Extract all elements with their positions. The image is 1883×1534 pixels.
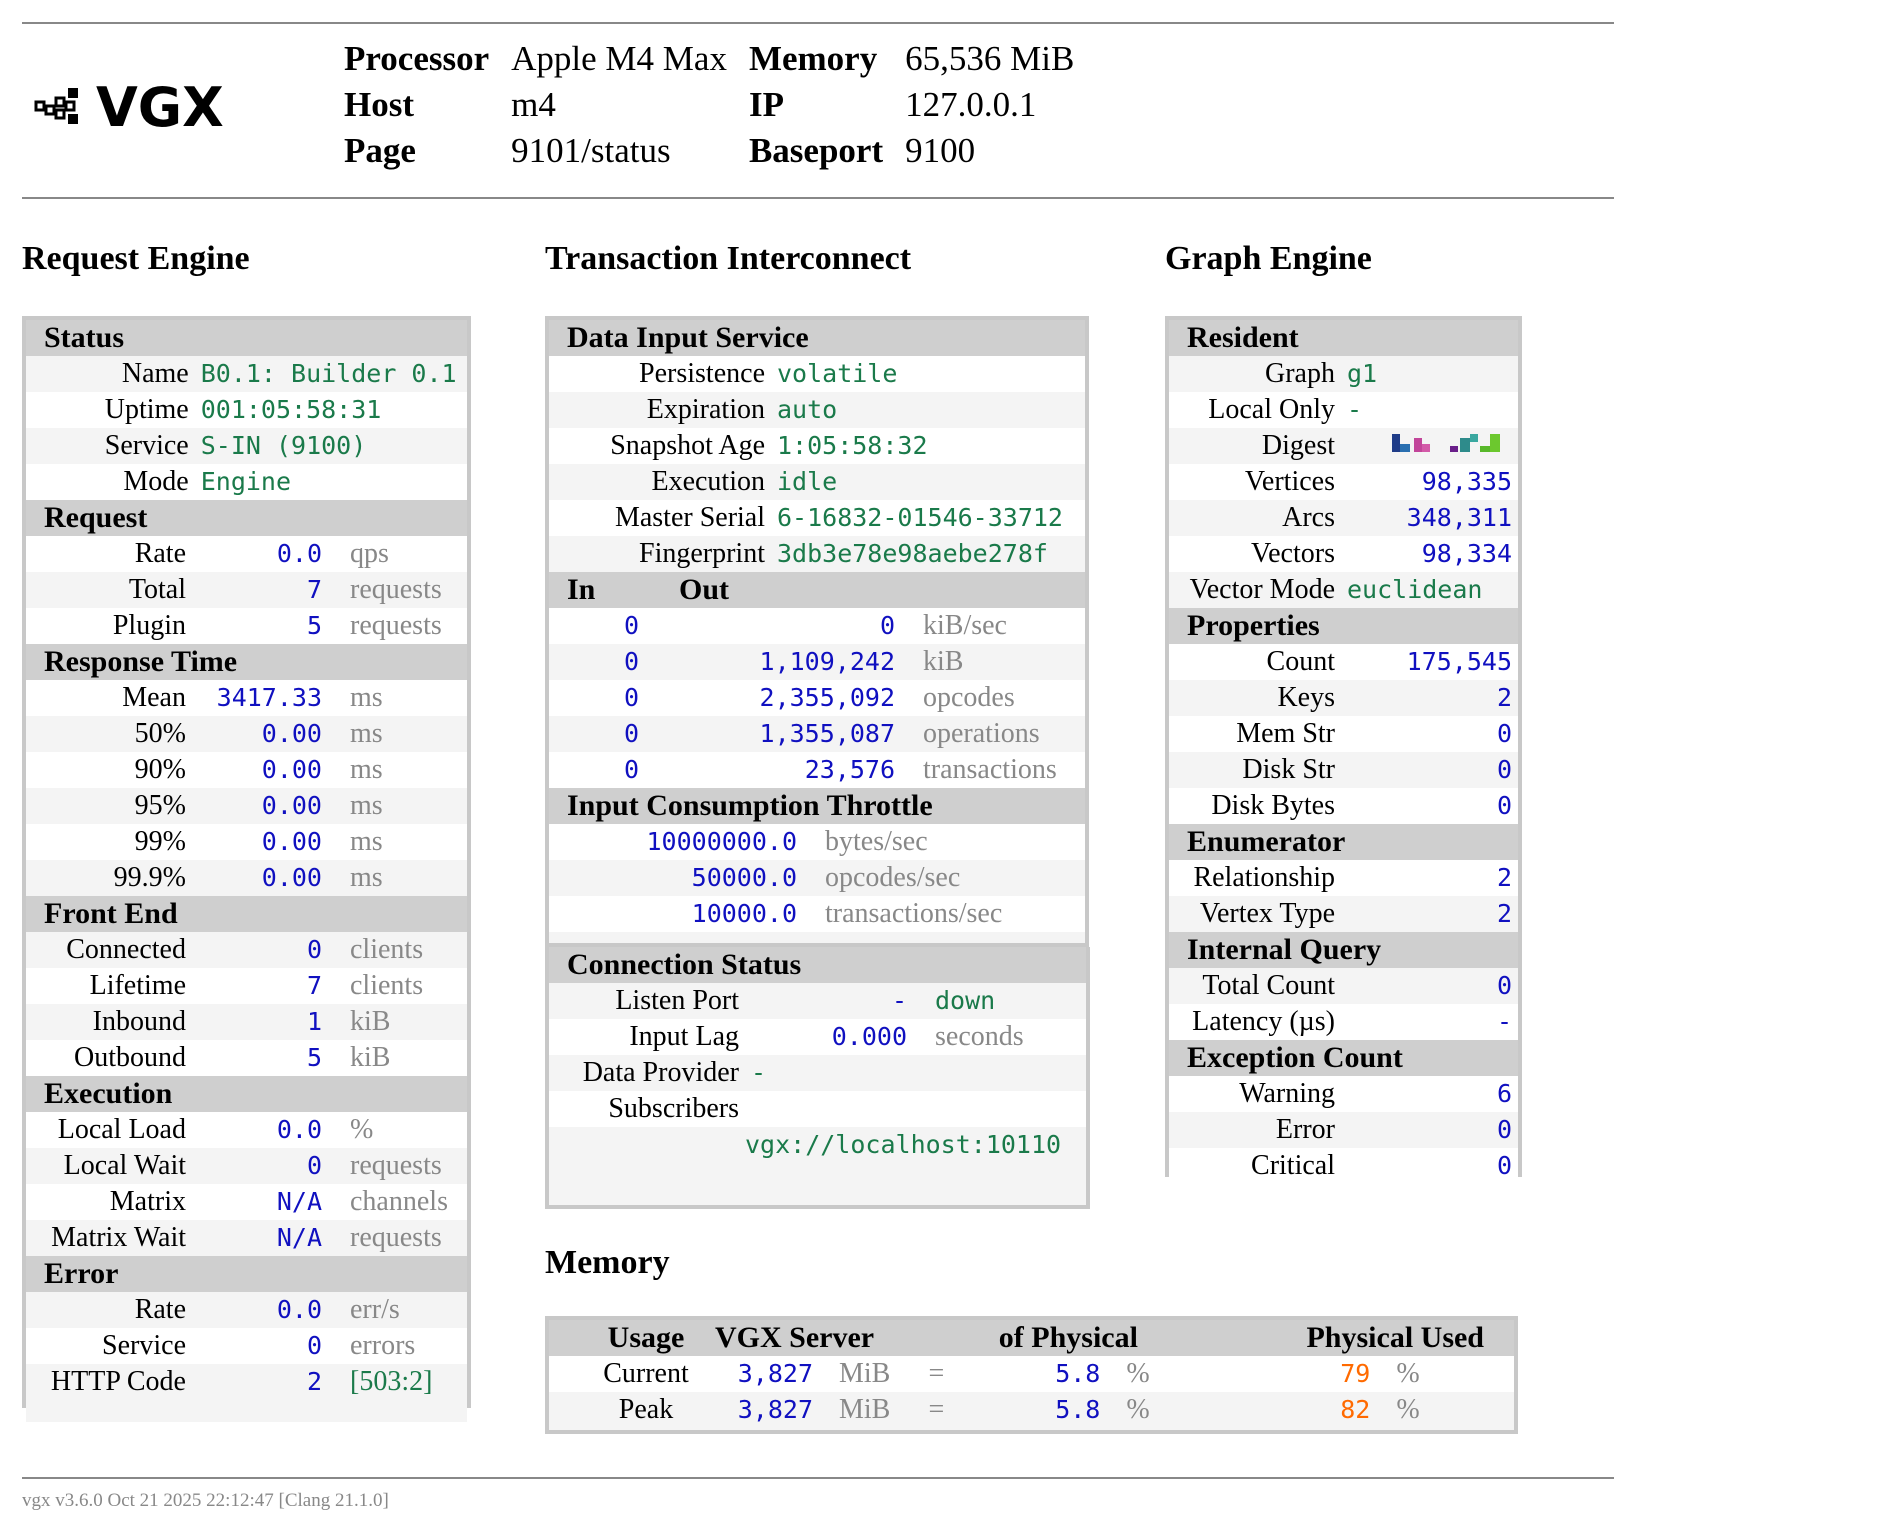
properties-disk-bytes-label: Disk Bytes: [1169, 788, 1341, 824]
digest-label: Digest: [1169, 428, 1341, 464]
execution-matrix-wait-label: Matrix Wait: [26, 1220, 192, 1256]
iq-row: [1169, 968, 1518, 1004]
enumerator-row: [1169, 860, 1518, 896]
digest-icon: [1392, 430, 1512, 454]
properties-count-value: 175,545: [1341, 644, 1518, 680]
properties-disk-str-label: Disk Str: [1169, 752, 1341, 788]
enumerator-relationship-value: 2: [1341, 860, 1518, 896]
request-group-header: Request: [26, 500, 467, 536]
frontend-inbound-value: 1: [192, 1004, 328, 1040]
digest-block: [1490, 434, 1500, 452]
frontend-inbound-unit: kiB: [328, 1004, 467, 1040]
execution-matrix-wait-unit: requests: [328, 1220, 467, 1256]
in-operations-value: 0: [549, 716, 679, 752]
graph-engine-panel: [1165, 316, 1522, 1181]
response-group-header-row: [26, 644, 467, 680]
service-label: Service: [26, 428, 195, 464]
io-row: [549, 644, 1085, 680]
peak-server-value: 3,827: [709, 1392, 819, 1428]
digest-block: [1480, 446, 1490, 452]
response-99-9-unit: ms: [328, 860, 467, 896]
ip-label: IP: [748, 85, 784, 124]
graph-name: g1: [1341, 356, 1518, 392]
current-server-unit: MiB: [819, 1356, 896, 1392]
vgx-server-header: VGX Server: [709, 1320, 896, 1356]
error-row: [26, 1292, 467, 1328]
throttle-header: Input Consumption Throttle: [549, 788, 1085, 824]
frontend-connected-value: 0: [192, 932, 328, 968]
dis-row: [549, 536, 1085, 572]
vgx-logo: [34, 82, 284, 137]
io-row: [549, 608, 1085, 644]
uptime-label: Uptime: [26, 392, 195, 428]
properties-group-header-row: [1169, 608, 1518, 644]
properties-mem-str-label: Mem Str: [1169, 716, 1341, 752]
fingerprint-label: Fingerprint: [549, 536, 771, 572]
current-label: Current: [549, 1356, 709, 1392]
header-rule: [22, 197, 1614, 199]
response-row: [26, 716, 467, 752]
brand-text: VGX: [96, 82, 224, 132]
digest-block: [1460, 438, 1470, 452]
fingerprint-value: 3db3e78e98aebe278f: [771, 536, 1085, 572]
properties-group-header: Properties: [1169, 608, 1518, 644]
exc-critical-label: Critical: [1169, 1148, 1341, 1184]
baseport-value: 9100: [905, 131, 976, 170]
dis-row: [549, 428, 1085, 464]
out-opcodes-value: 2,355,092: [679, 680, 901, 716]
digest-block: [1470, 434, 1478, 442]
enumerator-group-header-row: [1169, 824, 1518, 860]
out-kib-value: 1,109,242: [679, 644, 901, 680]
io-table: [549, 572, 1085, 788]
host-label: Host: [344, 85, 414, 124]
io-row: [549, 716, 1085, 752]
uptime-value: 001:05:58:31: [195, 392, 467, 428]
footer-rule: [22, 1477, 1614, 1479]
error-http-code-label: HTTP Code: [26, 1364, 192, 1400]
response-50-label: 50%: [26, 716, 192, 752]
resident-header: Resident: [1169, 320, 1518, 356]
ip-value: 127.0.0.1: [905, 85, 1037, 124]
exc-warning-label: Warning: [1169, 1076, 1341, 1112]
graph-label: Graph: [1169, 356, 1341, 392]
out-transactions-value: 23,576: [679, 752, 901, 788]
peak-used-value: 82: [1166, 1392, 1376, 1428]
exc-critical-value: 0: [1341, 1148, 1518, 1184]
current-server-value: 3,827: [709, 1356, 819, 1392]
input-lag-label: Input Lag: [549, 1019, 745, 1055]
request-rate-label: Rate: [26, 536, 192, 572]
throttle-row: [549, 896, 1085, 932]
request-row: [26, 608, 467, 644]
response-95-label: 95%: [26, 788, 192, 824]
memory-value: 65,536 MiB: [905, 39, 1075, 78]
frontend-group-header: Front End: [26, 896, 467, 932]
exc-group-header-row: [1169, 1040, 1518, 1076]
current-physical-value: 5.8: [976, 1356, 1106, 1392]
execution-local-load-unit: %: [328, 1112, 467, 1148]
response-row: [26, 788, 467, 824]
in-opcodes-value: 0: [549, 680, 679, 716]
vector-mode-label: Vector Mode: [1169, 572, 1341, 608]
vectors-label: Vectors: [1169, 536, 1341, 572]
spacer-cell: [26, 1400, 467, 1422]
listen-port-status: down: [913, 983, 1086, 1019]
data-input-panel: [545, 316, 1089, 947]
frontend-lifetime-label: Lifetime: [26, 968, 192, 1004]
in-transactions-value: 0: [549, 752, 679, 788]
enumerator-vertex-type-value: 2: [1341, 896, 1518, 932]
connection-status-panel: [545, 947, 1090, 1209]
iq-row: [1169, 1004, 1518, 1040]
error-row: [26, 1328, 467, 1364]
io-kib-sec-unit: kiB/sec: [901, 608, 1085, 644]
error-row: [26, 1364, 467, 1400]
exc-group-header: Exception Count: [1169, 1040, 1518, 1076]
local-only-label: Local Only: [1169, 392, 1341, 428]
local-only-value: -: [1341, 392, 1518, 428]
response-row: [26, 860, 467, 896]
graph-engine-title: Graph Engine: [1165, 240, 1372, 277]
graph-engine-metrics: [1169, 608, 1518, 1184]
host-value: m4: [511, 85, 556, 124]
current-used-pct: %: [1376, 1356, 1514, 1392]
subscribers-label: Subscribers: [549, 1091, 745, 1127]
execution-local-load-label: Local Load: [26, 1112, 192, 1148]
processor-label: Processor: [344, 39, 490, 78]
error-rate-value: 0.0: [192, 1292, 328, 1328]
usage-header: Usage: [549, 1320, 709, 1356]
response-50-value: 0.00: [192, 716, 328, 752]
dis-row: [549, 356, 1085, 392]
io-kib-unit: kiB: [901, 644, 1085, 680]
version-footer: vgx v3.6.0 Oct 21 2025 22:12:47 [Clang 21.1.0]: [22, 1490, 389, 1511]
vectors-value: 98,334: [1341, 536, 1518, 572]
execution-value: idle: [771, 464, 1085, 500]
properties-keys-label: Keys: [1169, 680, 1341, 716]
exc-row: [1169, 1148, 1518, 1184]
memory-row: [549, 1392, 1514, 1428]
response-mean-value: 3417.33: [192, 680, 328, 716]
execution-matrix-unit: channels: [328, 1184, 467, 1220]
execution-label: Execution: [549, 464, 771, 500]
frontend-outbound-value: 5: [192, 1040, 328, 1076]
request-rate-value: 0.0: [192, 536, 328, 572]
current-used-value: 79: [1166, 1356, 1376, 1392]
error-service-unit: errors: [328, 1328, 467, 1364]
frontend-row: [26, 968, 467, 1004]
digest-graphic: [1341, 428, 1518, 464]
io-transactions-unit: transactions: [901, 752, 1085, 788]
dis-row: [549, 464, 1085, 500]
data-provider-label: Data Provider: [549, 1055, 745, 1091]
request-plugin-unit: requests: [328, 608, 467, 644]
peak-used-pct: %: [1376, 1392, 1514, 1428]
frontend-lifetime-unit: clients: [328, 968, 467, 1004]
frontend-lifetime-value: 7: [192, 968, 328, 1004]
iq-group-header: Internal Query: [1169, 932, 1518, 968]
io-opcodes-unit: opcodes: [901, 680, 1085, 716]
properties-disk-str-value: 0: [1341, 752, 1518, 788]
execution-local-load-value: 0.0: [192, 1112, 328, 1148]
exc-error-value: 0: [1341, 1112, 1518, 1148]
top-rule: [22, 22, 1614, 24]
response-group-header: Response Time: [26, 644, 467, 680]
digest-block: [1392, 434, 1400, 452]
execution-local-wait-unit: requests: [328, 1148, 467, 1184]
listen-port-label: Listen Port: [549, 983, 745, 1019]
execution-row: [26, 1148, 467, 1184]
request-plugin-label: Plugin: [26, 608, 192, 644]
input-lag-value: 0.000: [745, 1019, 913, 1055]
frontend-outbound-label: Outbound: [26, 1040, 192, 1076]
persistence-value: volatile: [771, 356, 1085, 392]
properties-row: [1169, 680, 1518, 716]
in-kib-sec-value: 0: [549, 608, 679, 644]
enumerator-group-header: Enumerator: [1169, 824, 1518, 860]
execution-row: [26, 1184, 467, 1220]
service-value: S-IN (9100): [195, 428, 467, 464]
enumerator-row: [1169, 896, 1518, 932]
memory-label: Memory: [748, 39, 878, 78]
throttle-transactions-sec-value: 10000.0: [549, 896, 803, 932]
response-99-label: 99%: [26, 824, 192, 860]
error-service-value: 0: [192, 1328, 328, 1364]
persistence-label: Persistence: [549, 356, 771, 392]
throttle-bytes-sec-unit: bytes/sec: [803, 824, 1085, 860]
enumerator-vertex-type-label: Vertex Type: [1169, 896, 1341, 932]
response-95-value: 0.00: [192, 788, 328, 824]
expiration-value: auto: [771, 392, 1085, 428]
digest-block: [1400, 444, 1410, 452]
subscriber-url[interactable]: vgx://localhost:10110: [745, 1127, 1086, 1163]
throttle-row: [549, 860, 1085, 896]
frontend-inbound-label: Inbound: [26, 1004, 192, 1040]
response-mean-label: Mean: [26, 680, 192, 716]
iq-total-count-label: Total Count: [1169, 968, 1341, 1004]
response-99-unit: ms: [328, 824, 467, 860]
properties-row: [1169, 788, 1518, 824]
execution-matrix-wait-value: N/A: [192, 1220, 328, 1256]
properties-mem-str-value: 0: [1341, 716, 1518, 752]
memory-table: [549, 1320, 1514, 1428]
error-http-code-unit: [503:2]: [328, 1364, 467, 1400]
status-header: Status: [26, 320, 467, 356]
out-header: Out: [679, 572, 901, 608]
input-lag-unit: seconds: [913, 1019, 1086, 1055]
exc-error-label: Error: [1169, 1112, 1341, 1148]
error-rate-label: Rate: [26, 1292, 192, 1328]
iq-group-header-row: [1169, 932, 1518, 968]
page-label: Page: [344, 131, 416, 170]
peak-label: Peak: [549, 1392, 709, 1428]
vgx-logo-icon: [34, 82, 284, 132]
in-header: In: [549, 572, 679, 608]
mode-value: Engine: [195, 464, 467, 500]
listen-port-value: -: [745, 983, 913, 1019]
request-total-unit: requests: [328, 572, 467, 608]
throttle-row: [549, 824, 1085, 860]
memory-title: Memory: [545, 1244, 670, 1281]
execution-group-header: Execution: [26, 1076, 467, 1112]
of-physical-header: of Physical: [896, 1320, 1166, 1356]
throttle-bytes-sec-value: 10000000.0: [549, 824, 803, 860]
response-90-unit: ms: [328, 752, 467, 788]
response-90-value: 0.00: [192, 752, 328, 788]
request-row: [26, 536, 467, 572]
throttle-opcodes-sec-value: 50000.0: [549, 860, 803, 896]
properties-row: [1169, 644, 1518, 680]
io-row: [549, 680, 1085, 716]
io-row: [549, 752, 1085, 788]
iq-latency-s-label: Latency (µs): [1169, 1004, 1341, 1040]
properties-disk-bytes-value: 0: [1341, 788, 1518, 824]
vertices-label: Vertices: [1169, 464, 1341, 500]
throttle-opcodes-sec-unit: opcodes/sec: [803, 860, 1085, 896]
exc-row: [1169, 1076, 1518, 1112]
execution-row: [26, 1112, 467, 1148]
error-group-header: Error: [26, 1256, 467, 1292]
response-90-label: 90%: [26, 752, 192, 788]
response-row: [26, 824, 467, 860]
frontend-row: [26, 1004, 467, 1040]
execution-row: [26, 1220, 467, 1256]
request-plugin-value: 5: [192, 608, 328, 644]
snapshot-age-label: Snapshot Age: [549, 428, 771, 464]
response-99-9-label: 99.9%: [26, 860, 192, 896]
response-row: [26, 680, 467, 716]
throttle-table: [549, 788, 1085, 932]
frontend-outbound-unit: kiB: [328, 1040, 467, 1076]
request-engine-title: Request Engine: [22, 240, 250, 277]
iq-latency-s-value: -: [1341, 1004, 1518, 1040]
processor-value: Apple M4 Max: [511, 39, 727, 78]
snapshot-age-value: 1:05:58:32: [771, 428, 1085, 464]
peak-physical-pct: %: [1106, 1392, 1166, 1428]
digest-block: [1422, 444, 1430, 452]
in-kib-value: 0: [549, 644, 679, 680]
error-service-label: Service: [26, 1328, 192, 1364]
system-info: [344, 36, 1096, 174]
master-serial-label: Master Serial: [549, 500, 771, 536]
exc-warning-value: 6: [1341, 1076, 1518, 1112]
properties-row: [1169, 716, 1518, 752]
exc-row: [1169, 1112, 1518, 1148]
memory-row: [549, 1356, 1514, 1392]
error-rate-unit: err/s: [328, 1292, 467, 1328]
response-99-value: 0.00: [192, 824, 328, 860]
response-row: [26, 752, 467, 788]
master-serial-value: 6-16832-01546-33712: [771, 500, 1085, 536]
dis-row: [549, 500, 1085, 536]
response-95-unit: ms: [328, 788, 467, 824]
throttle-transactions-sec-unit: transactions/sec: [803, 896, 1085, 932]
execution-local-wait-value: 0: [192, 1148, 328, 1184]
digest-block: [1450, 446, 1458, 452]
response-99-9-value: 0.00: [192, 860, 328, 896]
out-operations-value: 1,355,087: [679, 716, 901, 752]
properties-keys-value: 2: [1341, 680, 1518, 716]
response-50-unit: ms: [328, 716, 467, 752]
dis-row: [549, 392, 1085, 428]
data-input-service-table: [549, 320, 1085, 572]
enumerator-relationship-label: Relationship: [1169, 860, 1341, 896]
request-total-value: 7: [192, 572, 328, 608]
frontend-row: [26, 1040, 467, 1076]
error-group-header-row: [26, 1256, 467, 1292]
memory-panel: [545, 1316, 1518, 1434]
peak-physical-value: 5.8: [976, 1392, 1106, 1428]
arcs-label: Arcs: [1169, 500, 1341, 536]
vertices-value: 98,335: [1341, 464, 1518, 500]
out-kib-sec-value: 0: [679, 608, 901, 644]
error-http-code-value: 2: [192, 1364, 328, 1400]
mode-label: Mode: [26, 464, 195, 500]
frontend-row: [26, 932, 467, 968]
current-physical-pct: %: [1106, 1356, 1166, 1392]
page-value: 9101/status: [511, 131, 671, 170]
baseport-label: Baseport: [748, 131, 884, 170]
data-input-service-header: Data Input Service: [549, 320, 1085, 356]
frontend-group-header-row: [26, 896, 467, 932]
response-mean-unit: ms: [328, 680, 467, 716]
request-group-header-row: [26, 500, 467, 536]
name-label: Name: [26, 356, 195, 392]
request-engine-metrics: [26, 500, 467, 1422]
execution-local-wait-label: Local Wait: [26, 1148, 192, 1184]
transaction-interconnect-title: Transaction Interconnect: [545, 240, 912, 277]
connection-status-header: Connection Status: [549, 947, 1086, 983]
request-total-label: Total: [26, 572, 192, 608]
data-provider-value: -: [745, 1055, 1086, 1091]
execution-matrix-value: N/A: [192, 1184, 328, 1220]
physical-used-header: Physical Used: [1166, 1320, 1514, 1356]
peak-equals: =: [896, 1392, 976, 1428]
current-equals: =: [896, 1356, 976, 1392]
io-operations-unit: operations: [901, 716, 1085, 752]
execution-matrix-label: Matrix: [26, 1184, 192, 1220]
engine-name: B0.1: Builder 0.1: [195, 356, 467, 392]
request-engine-spacer: [26, 1400, 467, 1422]
expiration-label: Expiration: [549, 392, 771, 428]
frontend-connected-unit: clients: [328, 932, 467, 968]
properties-row: [1169, 752, 1518, 788]
request-engine-panel: [22, 316, 471, 1408]
request-row: [26, 572, 467, 608]
execution-group-header-row: [26, 1076, 467, 1112]
iq-total-count-value: 0: [1341, 968, 1518, 1004]
digest-block: [1414, 438, 1422, 452]
frontend-connected-label: Connected: [26, 932, 192, 968]
vector-mode-value: euclidean: [1341, 572, 1518, 608]
properties-count-label: Count: [1169, 644, 1341, 680]
request-rate-unit: qps: [328, 536, 467, 572]
arcs-value: 348,311: [1341, 500, 1518, 536]
peak-server-unit: MiB: [819, 1392, 896, 1428]
